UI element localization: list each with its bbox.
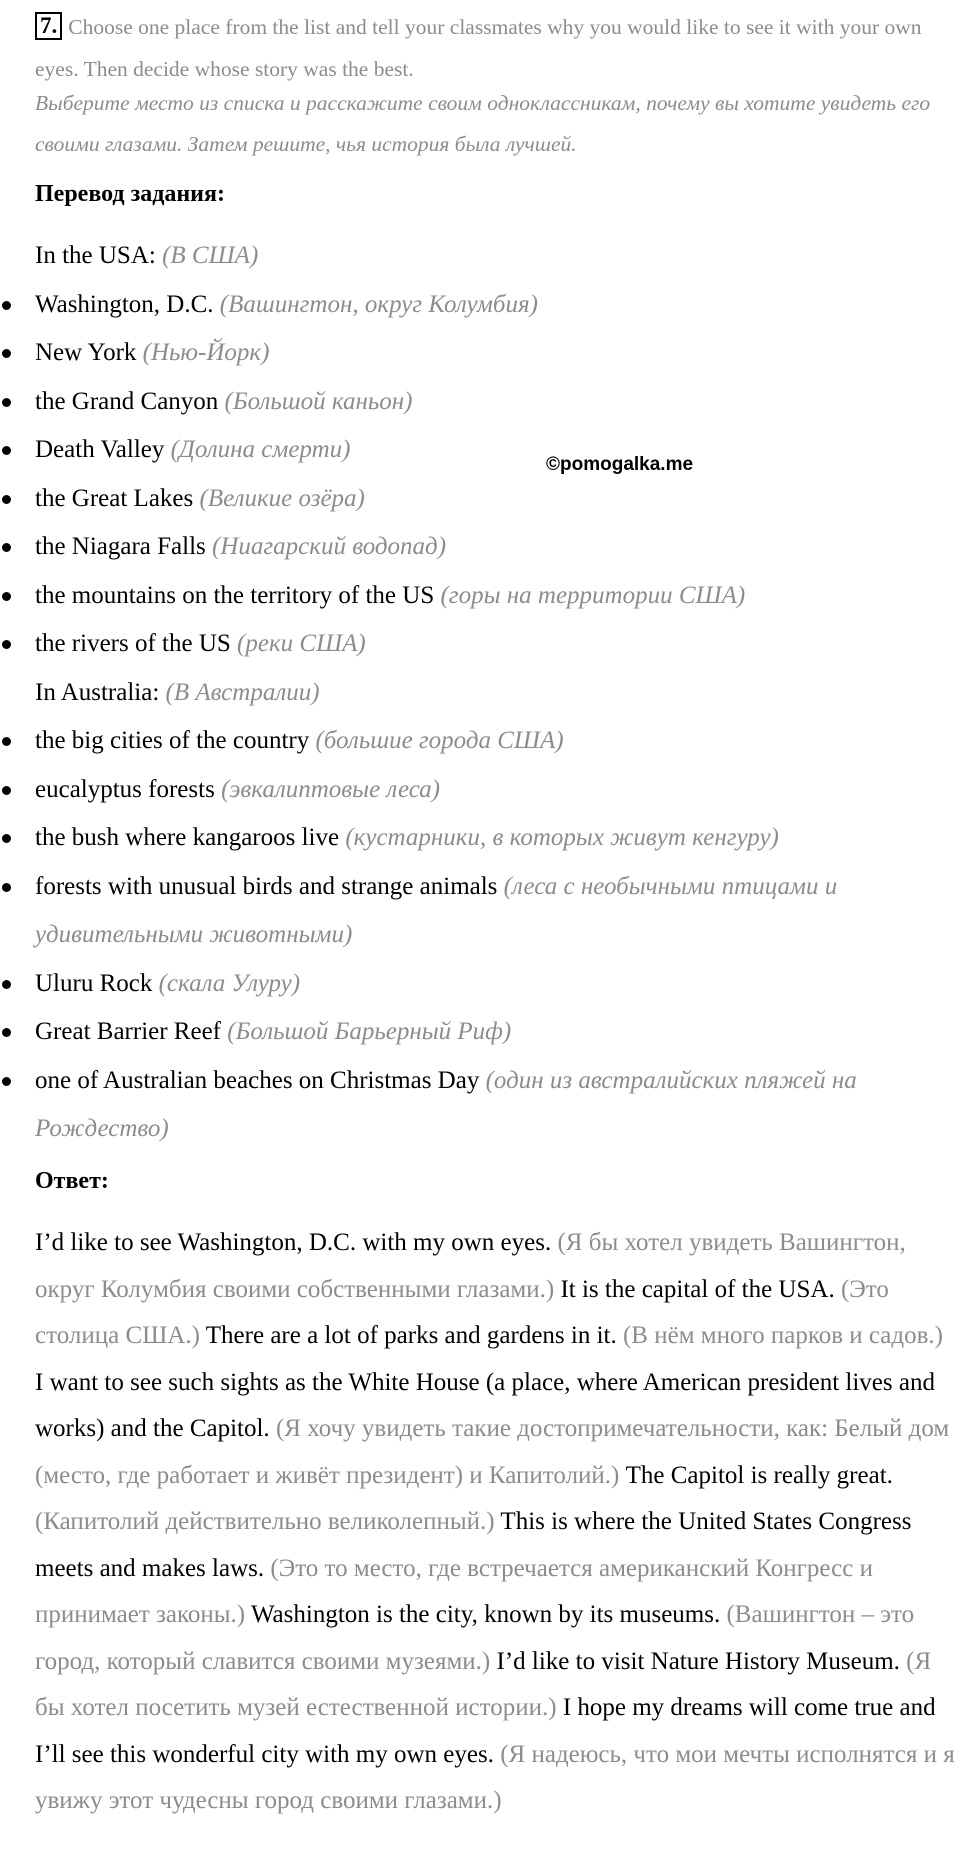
answer-sentence-ru: (Это столица США.) bbox=[35, 1275, 889, 1349]
list-item bbox=[0, 378, 960, 427]
answer-sentence-en: The Capitol is really great. bbox=[625, 1461, 893, 1489]
bullet-icon bbox=[2, 640, 11, 649]
list-item-ru: (Долина смерти) bbox=[170, 436, 351, 463]
answer-heading: Ответ: bbox=[35, 1168, 109, 1194]
usa-header bbox=[0, 232, 960, 281]
list-item-ru: (большие города США) bbox=[315, 727, 564, 754]
list-item-ru: (Вашингтон, округ Колумбия) bbox=[219, 290, 538, 318]
bullet-icon bbox=[2, 834, 11, 843]
answer-sentence-ru: (Я бы хотел посетить музей естественной истории.) bbox=[35, 1647, 932, 1721]
list-item-ru: (эвкалиптовые леса) bbox=[221, 775, 440, 803]
list-item bbox=[0, 863, 935, 960]
list-item-en: Great Barrier Reef bbox=[35, 1018, 221, 1045]
list-item-en: Uluru Rock bbox=[35, 969, 153, 997]
answer-sentence-en: I’d like to visit Nature History Museum. bbox=[496, 1647, 900, 1675]
bullet-icon bbox=[2, 592, 11, 601]
bullet-icon bbox=[2, 301, 11, 310]
list-item-en: the mountains on the territory of the US bbox=[35, 581, 435, 609]
task-text-english: Choose one place from the list and tell your classmates why you would like to see it with your own eyes. Then decide whose story was the best. bbox=[35, 15, 922, 81]
answer-sentence-en: It is the capital of the USA. bbox=[560, 1275, 835, 1303]
list-item bbox=[0, 426, 960, 475]
list-item-en: the bush where kangaroos live bbox=[35, 824, 340, 851]
list-item bbox=[0, 281, 960, 330]
list-item-en: forests with unusual birds and strange animals bbox=[35, 872, 498, 900]
list-item-ru: (леса с необычными птицами и удивительными животными) bbox=[35, 872, 838, 948]
list-item-en: New York bbox=[35, 339, 137, 366]
bullet-icon bbox=[2, 495, 11, 504]
answer-sentence-ru: (Это то место, где встречается американский Конгресс и принимает законы.) bbox=[35, 1554, 873, 1628]
list-item bbox=[0, 475, 960, 524]
australia-header bbox=[0, 669, 960, 718]
task-prompt-english bbox=[35, 6, 950, 90]
bullet-icon bbox=[2, 786, 11, 795]
list-item bbox=[0, 766, 960, 815]
answer-sentence-en: I’d like to see Washington, D.C. with my own eyes. bbox=[35, 1229, 552, 1256]
list-item-ru: (горы на территории США) bbox=[440, 581, 746, 609]
answer-sentence-en: Washington is the city, known by its museums. bbox=[250, 1601, 721, 1628]
list-item-ru: (один из австралийских пляжей на Рождество) bbox=[35, 1066, 857, 1142]
list-item-ru: (реки США) bbox=[237, 630, 366, 657]
bullet-icon bbox=[2, 398, 11, 407]
list-item-ru: (кустарники, в которых живут кенгуру) bbox=[345, 824, 779, 851]
list-item-en: Death Valley bbox=[35, 436, 165, 463]
bullet-icon bbox=[2, 446, 11, 455]
list-item bbox=[0, 1057, 935, 1154]
list-item bbox=[0, 329, 960, 378]
list-item-en: one of Australian beaches on Christmas Day bbox=[35, 1066, 480, 1094]
list-item bbox=[0, 523, 960, 572]
list-item-en: the big cities of the country bbox=[35, 727, 310, 754]
watermark: ©pomogalka.me bbox=[546, 454, 694, 475]
list-item-ru: (Большой Барьерный Риф) bbox=[227, 1018, 512, 1045]
list-item-en: the Great Lakes bbox=[35, 484, 194, 512]
translation-heading: Перевод задания: bbox=[35, 181, 225, 207]
bullet-icon bbox=[2, 980, 11, 989]
answer-paragraph bbox=[35, 1220, 955, 1825]
answer-sentence-en: There are a lot of parks and gardens in it. bbox=[205, 1322, 617, 1349]
list-item-ru: (Большой каньон) bbox=[224, 387, 413, 415]
answer-sentence-ru: (Я надеюсь, что мои мечты исполнятся и я увижу этот чудесны город своими глазами.) bbox=[35, 1740, 955, 1814]
list-item-en: the Grand Canyon bbox=[35, 387, 219, 415]
bullet-icon bbox=[2, 349, 11, 358]
answer-sentence-en: This is where the United States Congress meets and makes laws. bbox=[35, 1508, 912, 1582]
answer-sentence-ru: (Вашингтон – это город, который славится своими музеями.) bbox=[35, 1601, 915, 1675]
answer-sentence-ru: (В нём много парков и садов.) bbox=[622, 1322, 943, 1349]
list-item bbox=[0, 960, 960, 1009]
australia-header-ru: (В Австралии) bbox=[165, 678, 320, 706]
list-item bbox=[0, 717, 960, 766]
answer-sentence-ru: (Я хочу увидеть такие достопримечательности, как: Белый дом (место, где работает и живёт президент) и Капитолий.) bbox=[35, 1415, 950, 1489]
usa-header-ru: (В США) bbox=[162, 242, 259, 269]
australia-header-en: In Australia: bbox=[35, 678, 160, 706]
bullet-icon bbox=[2, 883, 11, 892]
list-item-en: the rivers of the US bbox=[35, 630, 231, 657]
answer-sentence-ru: (Капитолий действительно великолепный.) bbox=[35, 1508, 495, 1535]
answer-sentence-ru: (Я бы хотел увидеть Вашингтон, округ Колумбия своими собственными глазами.) bbox=[35, 1229, 906, 1303]
usa-header-en: In the USA: bbox=[35, 242, 156, 269]
places-list bbox=[0, 232, 960, 1154]
list-item-ru: (скала Улуру) bbox=[158, 969, 301, 997]
task-prompt-russian: Выберите место из списка и расскажите своим одноклассникам, почему вы хотите увидеть его своими глазами. Затем решите, чья история была лучшей. bbox=[35, 91, 931, 156]
list-item-en: Washington, D.C. bbox=[35, 290, 214, 318]
bullet-icon bbox=[2, 737, 11, 746]
list-item bbox=[0, 814, 960, 863]
list-item bbox=[0, 572, 960, 621]
list-item bbox=[0, 620, 960, 669]
task-number: 7. bbox=[35, 12, 62, 40]
list-item bbox=[0, 1008, 960, 1057]
answer-sentence-en: I hope my dreams will come true and I’ll see this wonderful city with my own eyes. bbox=[35, 1694, 936, 1768]
list-item-en: eucalyptus forests bbox=[35, 775, 215, 803]
list-item-ru: (Нью-Йорк) bbox=[142, 339, 270, 366]
list-item-ru: (Ниагарский водопад) bbox=[212, 533, 447, 560]
bullet-icon bbox=[2, 543, 11, 552]
list-item-ru: (Великие озёра) bbox=[199, 484, 365, 512]
bullet-icon bbox=[2, 1077, 11, 1086]
bullet-icon bbox=[2, 1028, 11, 1037]
answer-sentence-en: I want to see such sights as the White House (a place, where American president lives and works) and the Capitol. bbox=[35, 1368, 935, 1442]
list-item-en: the Niagara Falls bbox=[35, 533, 206, 560]
